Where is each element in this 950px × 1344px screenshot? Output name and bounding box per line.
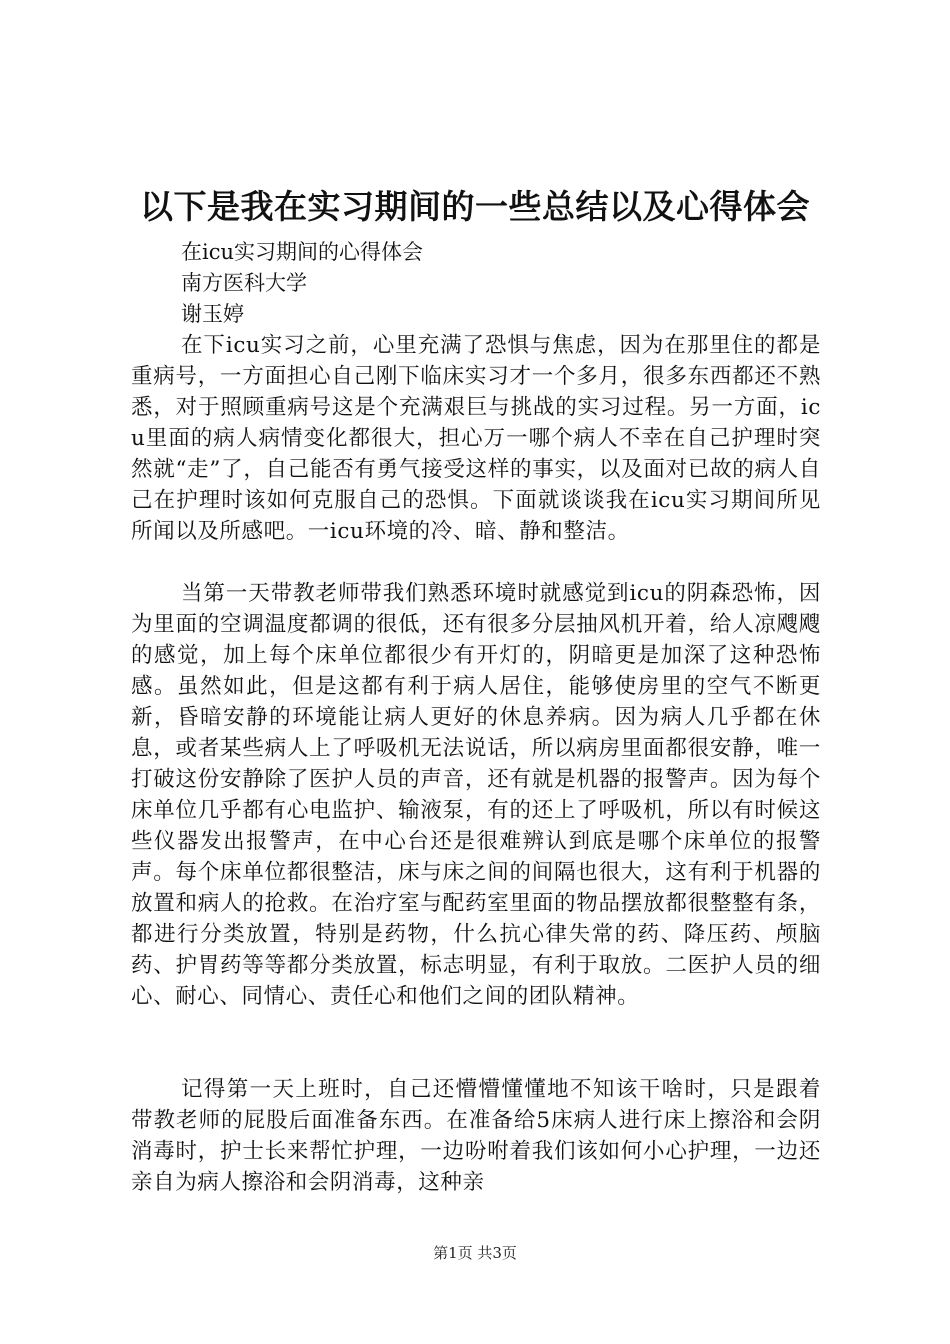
- document-title: 以下是我在实习期间的一些总结以及心得体会: [140, 187, 810, 226]
- paragraph-3: 记得第一天上班时，自己还懵懵懂懂地不知该干啥时，只是跟着带教老师的屁股后面准备东西。在准备给5床病人进行床上擦浴和会阴消毒时，护士长来帮忙护理，一边吩咐着我们该如何小心护理，一边还亲自为病人擦浴和会阴消毒，这种亲: [131, 1077, 821, 1195]
- institution: 南方医科大学: [181, 271, 307, 295]
- page-footer: 第1页 共3页: [433, 1244, 517, 1262]
- subtitle: 在icu实习期间的心得体会: [181, 240, 424, 264]
- paragraph-1: 在下icu实习之前，心里充满了恐惧与焦虑，因为在那里住的都是重病号，一方面担心自己刚下临床实习才一个多月，很多东西都还不熟悉，对于照顾重病号这是个充满艰巨与挑战的实习过程。另一方面，icu里面的病人病情变化都很大，担心万一哪个病人不幸在自己护理时突然就“走”了，自己能否有勇气接受这样的事实，以及面对已故的病人自己在护理时该如何克服自己的恐惧。下面就谈谈我在icu实习期间所见所闻以及所感吧。一icu环境的冷、暗、静和整洁。: [131, 333, 821, 544]
- paragraph-2: 当第一天带教老师带我们熟悉环境时就感觉到icu的阴森恐怖，因为里面的空调温度都调的很低，还有很多分层抽风机开着，给人凉飕飕的感觉，加上每个床单位都很少有开灯的，阴暗更是加深了这种恐怖感。虽然如此，但是这都有利于病人居住，能够使房里的空气不断更新，昏暗安静的环境能让病人更好的休息养病。因为病人几乎都在休息，或者某些病人上了呼吸机无法说话，所以病房里面都很安静，唯一打破这份安静除了医护人员的声音，还有就是机器的报警声。因为每个床单位几乎都有心电监护、输液泵，有的还上了呼吸机，所以有时候这些仪器发出报警声，在中心台还是很难辨认到底是哪个床单位的报警声。每个床单位都很整洁，床与床之间的间隔也很大，这有利于机器的放置和病人的抢救。在治疗室与配药室里面的物品摆放都很整整有条，都进行分类放置，特别是药物，什么抗心律失常的药、降压药、颅脑药、护胃药等等都分类放置，标志明显，有利于取放。二医护人员的细心、耐心、同情心、责任心和他们之间的团队精神。: [131, 581, 821, 1009]
- author: 谢玉婷: [181, 302, 244, 326]
